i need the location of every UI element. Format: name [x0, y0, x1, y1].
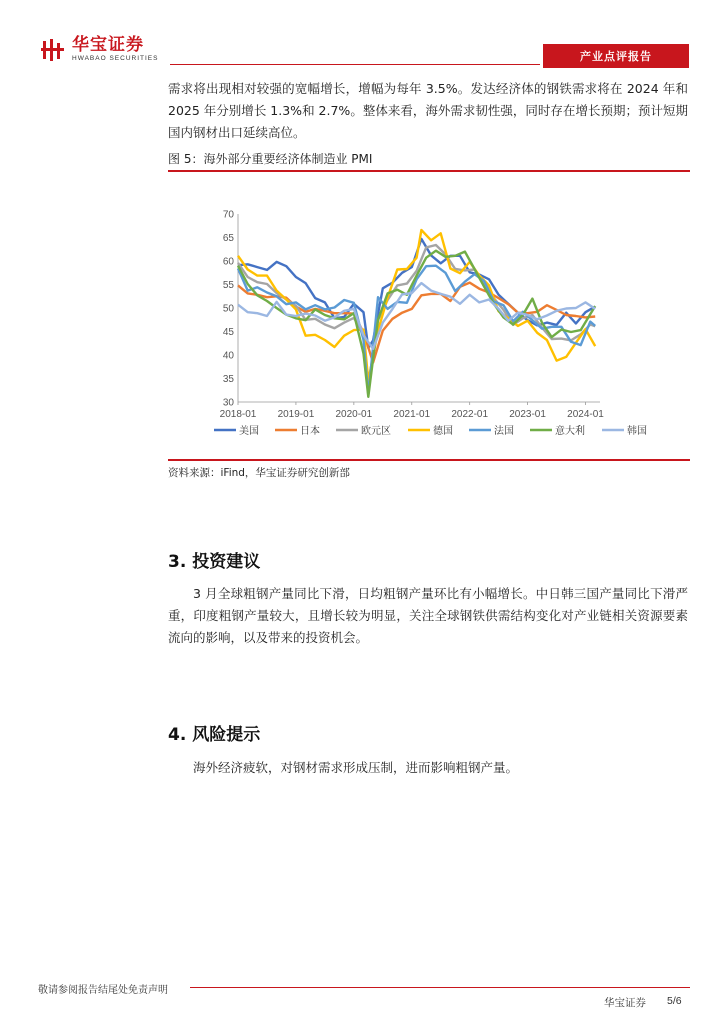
report-type-badge: 产业点评报告 — [543, 44, 689, 68]
pmi-line-chart — [196, 198, 647, 446]
figure-top-rule — [168, 170, 690, 172]
series-lines — [238, 230, 595, 397]
figure-source: 资料来源：iFind，华宝证券研究创新部 — [168, 467, 350, 479]
x-tick-label: 2024-01 — [567, 409, 604, 420]
x-tick-label: 2023-01 — [509, 409, 546, 420]
y-tick-label: 55 — [222, 280, 234, 291]
y-tick-label: 50 — [222, 303, 234, 315]
series-line-德国 — [238, 230, 595, 381]
company-logo — [40, 36, 158, 63]
figure-bottom-rule — [168, 459, 690, 461]
logo-mark-icon — [40, 37, 66, 63]
section-heading-risk: 4. 风险提示 — [168, 725, 261, 745]
page-number: 5/6 — [667, 995, 682, 1007]
y-tick-label: 30 — [222, 397, 234, 409]
x-axis — [220, 402, 605, 420]
y-tick-label: 35 — [222, 374, 234, 385]
y-tick-label: 65 — [222, 233, 234, 244]
legend-label: 欧元区 — [361, 426, 391, 437]
intro-paragraph: 需求将出现相对较强的宽幅增长，增幅为每年 3.5%。发达经济体的钢铁需求将在 2024 年和 2025 年分别增长 1.3%和 2.7%。整体来看，海外需求韧性强，同时存在增长预期；预计短期国内钢材出口延续高位。 — [168, 81, 688, 140]
legend-label: 法国 — [494, 426, 514, 437]
y-tick-label: 40 — [222, 350, 234, 362]
footer-brand: 华宝证券 — [604, 997, 646, 1009]
y-tick-label: 60 — [222, 256, 234, 268]
x-tick-label: 2020-01 — [335, 409, 373, 420]
investment-paragraph: 3 月全球粗钢产量同比下滑，日均粗钢产量环比有小幅增长。中日韩三国产量同比下滑严重，印度粗钢产量较大，且增长较为明显，关注全球钢铁供需结构变化对产业链相关资源要素流向的影响，以及带来的投资机会。 — [168, 586, 688, 645]
chart-legend — [214, 424, 647, 437]
y-tick-label: 45 — [222, 327, 234, 338]
footer-disclaimer: 敬请参阅报告结尾处免责声明 — [38, 985, 168, 996]
x-tick-label: 2021-01 — [393, 409, 431, 420]
y-tick-label: 70 — [222, 209, 234, 221]
section-heading-investment: 3. 投资建议 — [168, 552, 261, 572]
legend-label: 美国 — [239, 426, 259, 437]
footer-divider — [190, 987, 690, 988]
legend-label: 日本 — [300, 426, 320, 437]
x-tick-label: 2022-01 — [451, 409, 489, 420]
series-line-法国 — [238, 266, 595, 395]
header-divider — [170, 64, 540, 65]
page-header — [0, 0, 724, 80]
logo-name-cn: 华宝证券 — [72, 35, 144, 55]
figure-title: 图 5：海外部分重要经济体制造业 PMI — [168, 152, 373, 166]
legend-label: 德国 — [433, 426, 453, 437]
risk-paragraph: 海外经济疲软，对钢材需求形成压制，进而影响粗钢产量。 — [193, 760, 519, 775]
series-line-韩国 — [238, 283, 595, 349]
legend-label: 意大利 — [555, 426, 585, 437]
legend-label: 韩国 — [627, 426, 647, 437]
x-tick-label: 2019-01 — [277, 409, 315, 420]
x-tick-label: 2018-01 — [219, 409, 257, 420]
logo-name-en: HWABAO SECURITIES — [72, 55, 159, 62]
y-axis — [223, 210, 238, 409]
